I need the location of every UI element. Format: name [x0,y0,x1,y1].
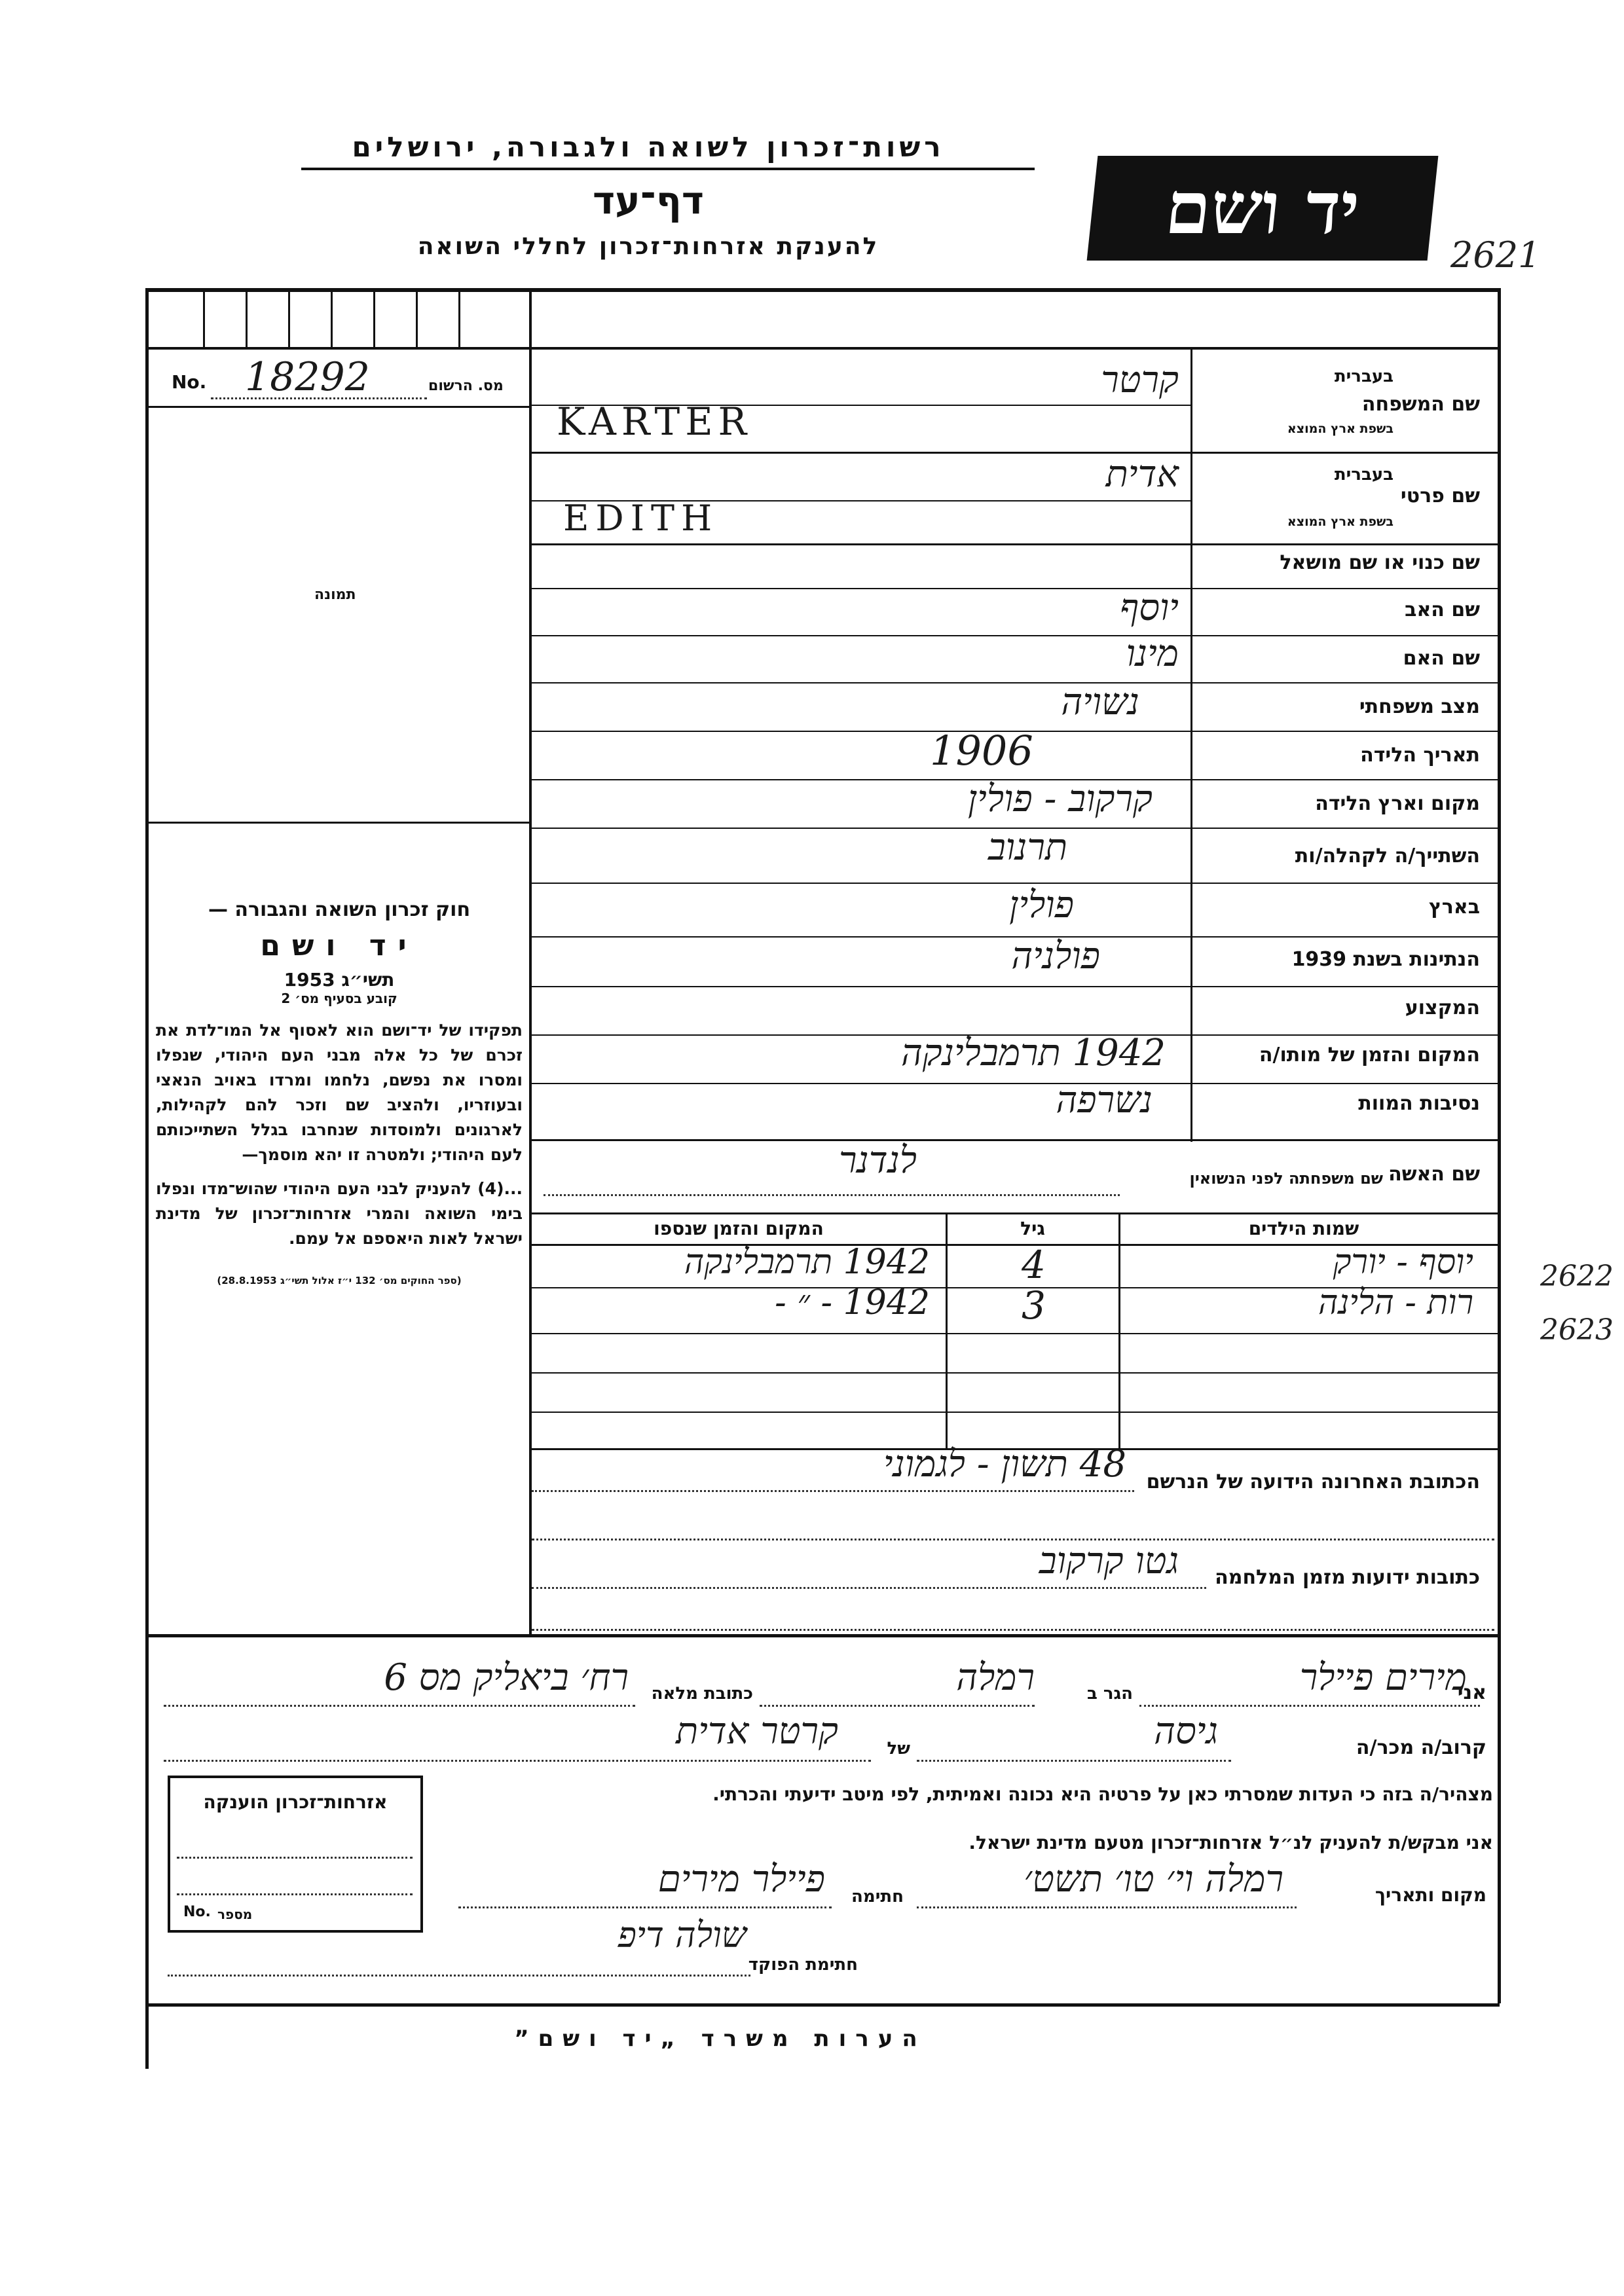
value-surname-origin: KARTER [557,399,752,444]
label-nationality-1939: הנתינות בשנת 1939 [1291,948,1480,971]
child-1-age: 4 [1022,1243,1046,1287]
label-death-circumstances: נסיבות המוות [1358,1092,1480,1115]
label-community: השתייך/ה לקהלה/ות [1295,845,1480,867]
registration-label: מס. הרשום [428,378,504,394]
declaration-statement: מצהיר/ה בזה כי העדות שמסרתי כאן על פרטיה היא נכונה ואמיתית, לפי מיטב ידיעתי והכרתי. [712,1783,1493,1805]
value-first-name-origin: EDITH [563,498,719,539]
law-title: חוק זכרון השואה והגבורה — [208,898,471,921]
child-2-place: 1942 - ״ - [775,1283,930,1322]
granted-box-title: אזרחות־זכרון הוענקה [203,1791,388,1813]
footer-rule [147,2003,1500,2007]
value-of-name: קרטר אדית [676,1710,838,1753]
label-country: בארץ [1428,896,1480,919]
registration-underline [147,406,530,408]
value-country: פולין [1009,884,1074,926]
label-ani: אני [1457,1681,1486,1704]
form-title: דף־עד [592,178,705,223]
label-last-address: הכתובת האחרונה הידועה של הנרשם [1146,1470,1480,1493]
law-clause: קובע בסעיף מס׳ 2 [281,991,397,1006]
photo-bottom [147,822,530,824]
value-father: יוסף [1120,587,1179,629]
left-column-divider [529,292,532,1634]
label-signature: חתימה [851,1887,904,1906]
form-subtitle: להענקת אזרחות־זכרון לחללי השואה [417,233,879,260]
photo-label: תמונה [314,587,356,603]
child-1-margin-number: 2622 [1540,1260,1614,1293]
label-resides: הגר ב [1086,1684,1133,1704]
value-declarant-name: מירים פיילר [1299,1656,1467,1699]
sub-hebrew-first-name: בעברית [1334,465,1393,484]
children-col-divider-1 [946,1214,948,1450]
label-wife: שם האשה [1388,1163,1480,1186]
sub-hebrew-surname: בעברית [1334,367,1393,386]
children-col-divider-2 [1118,1214,1120,1450]
value-city: רמלה [956,1656,1035,1699]
law-name: יד ושם [260,929,418,962]
law-citation: (ספר החוקים מס׳ 132 י״ז אלול תשי״ג 28.8.1953) [217,1275,462,1286]
value-death-place-time: 1942 תרמבלינקה [900,1032,1166,1074]
yad-vashem-logo [1087,156,1439,261]
value-relation: גיסה [1154,1710,1218,1753]
registration-field [172,354,525,403]
label-place-date: מקום ותאריך [1375,1884,1486,1906]
fields-divider [1190,350,1192,1142]
law-box [156,898,523,1461]
registration-number: 18292 [245,354,370,400]
authority-underline [301,168,1035,170]
value-signature: פיילר מירים [657,1858,825,1901]
footer-notes: הערות משרד „יד ושם” [514,2026,927,2052]
sub-origin-surname: בשפת ארץ המוצא [1287,422,1393,436]
registration-prefix: No. [172,371,207,393]
label-first-name: שם פרטי [1400,484,1480,507]
value-marital-status: נשויה [1061,681,1139,723]
label-birth-place: מקום וארץ הלידה [1315,792,1480,815]
child-1-place: 1942 תרמבלינקה [684,1243,930,1282]
value-first-name-hebrew: אדית [1105,453,1179,496]
label-surname: שם המשפחה [1361,393,1480,416]
value-place-date: רמלה וי׳ טו׳ תשט׳ [1024,1858,1283,1901]
value-surname-hebrew: קרטר [1101,359,1179,401]
label-birth-date: תאריך הלידה [1360,744,1480,767]
children-header-age: גיל [1020,1218,1045,1239]
value-birth-place: קרקוב - פולין [967,778,1153,820]
top-strip-bottom [147,347,1500,350]
value-birth-date: 1906 [930,727,1033,774]
law-paragraph-1: תפקידו של יד־ושם הוא לאסוף אל המו־לדת את זכרם של כל אלה מבני העם היהודי, שנפלו ומסרו את נפשם, נלחמו ומרדו באויב הנאצי ובעוזריו, ולהציב שם וזכר להם לקהילות, לארגונים ולמוסדות שנחרבו בגלל השתייכותם לעם היהודי; ולמטרה זו יהא מוסמך— [156,1021,523,1164]
value-wife: לנדנר [838,1139,917,1182]
child-2-age: 3 [1022,1283,1046,1328]
child-2-name: רות - הלינה [1318,1283,1473,1322]
granted-box-prefix: No. [183,1904,211,1920]
logo-text: יד ושם [1161,166,1364,250]
law-year: תשי״ג 1953 [284,969,395,991]
label-death-place-time: המקום והזמן של מותו/ה [1259,1044,1480,1066]
label-nickname: שם כנוי או שם מושאל [1280,551,1480,574]
value-last-address: 48 תשון - לגמוני [883,1443,1126,1485]
law-paragraph-2: ...(4) להעניק לבני העם היהודי שהוש־מדו ונפלו בימי השואה והמרי אזרחות־זכרון של מדינת ישראל לאות היאספם אל עמם. [156,1179,523,1248]
frame-right [1498,288,1501,2003]
label-father: שם האב [1405,598,1480,621]
authority-line: רשות־זכרון לשואה ולגבורה, ירושלים [352,131,945,163]
child-2-margin-number: 2623 [1540,1313,1614,1347]
label-full-address: כתובת מלאה [651,1684,753,1704]
corner-number: 2621 [1450,234,1541,276]
value-death-circumstances: נשרפה [1056,1079,1153,1121]
value-nationality-1939: פולניה [1011,935,1100,977]
child-1-name: יוסף - יורק [1333,1243,1473,1282]
value-officer-signature: שולה דיפ [618,1914,747,1956]
label-relative: קרוב/ה מכר/ה [1356,1736,1486,1759]
header [262,124,1048,275]
value-community: תרנוב [987,826,1067,869]
label-war-addresses: כתובות ידועות מזמן המלחמה [1215,1566,1480,1589]
value-full-address: רח׳ ביאליק מס 6 [384,1656,629,1699]
children-header-place: המקום והזמן שנספו [654,1218,824,1239]
children-header-names: שמות הילדים [1248,1218,1359,1239]
request-statement: אני מבקש/ת להעניק לנ״ל אזרחות־זכרון מטעם מדינת ישראל. [969,1832,1493,1853]
declaration-top-rule [147,1634,1500,1637]
value-mother: מינו [1126,632,1179,675]
label-profession: המקצוע [1405,996,1480,1019]
label-of: של [887,1739,910,1758]
label-marital-status: מצב משפחתי [1359,695,1480,718]
sub-wife: שם משפחתה לפני הנשואין [1189,1169,1383,1188]
label-officer-signature: חתימת הפוקד [748,1955,858,1975]
value-war-addresses: גטו קרקוב [1039,1540,1179,1582]
granted-box-number-label: מספר [217,1906,253,1922]
sub-origin-first-name: בשפת ארץ המוצא [1287,515,1393,529]
granted-box [168,1776,423,1933]
label-mother: שם האם [1403,647,1480,670]
